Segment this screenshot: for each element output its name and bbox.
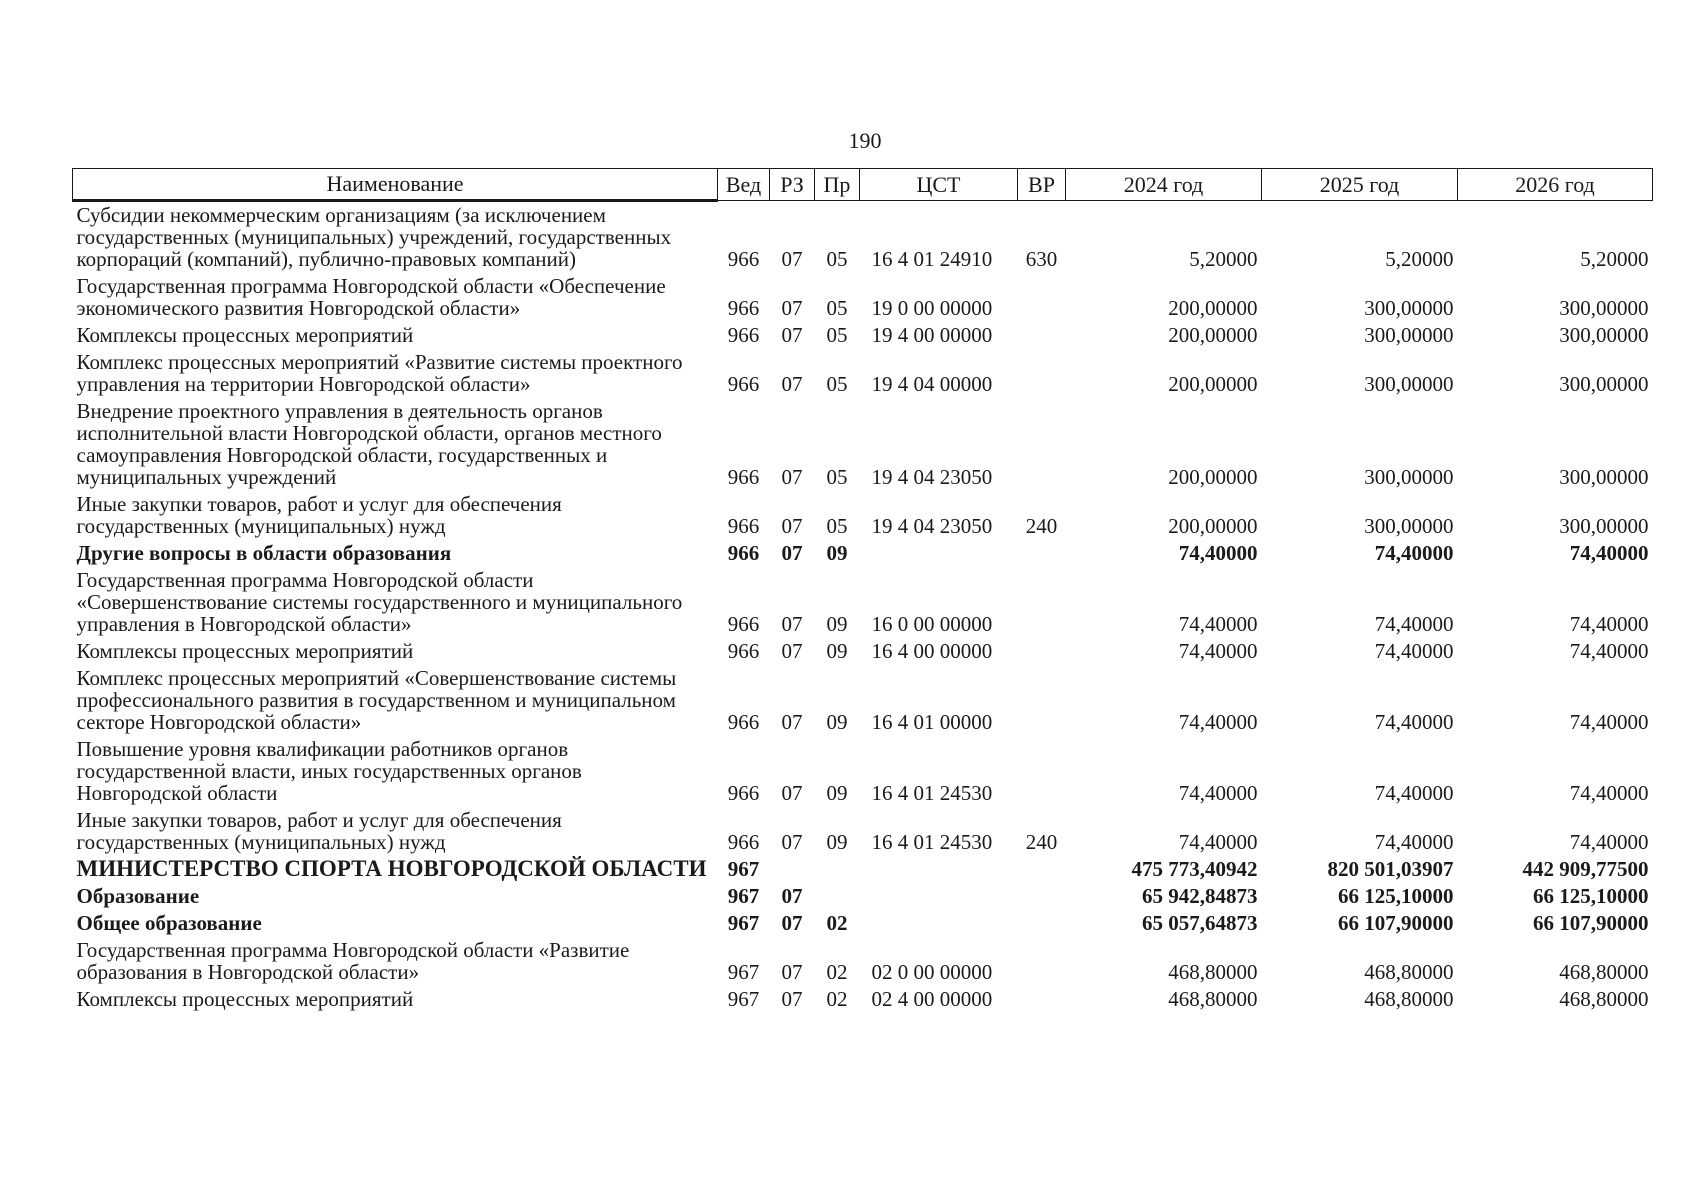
table-row [73, 540, 1653, 567]
row-name: Государственная программа Новгородской области «Развитие образования в Новгородской области» [76, 938, 630, 984]
header-name: Наименование [73, 169, 718, 201]
row-amount-2026: 74,40000 [1569, 781, 1649, 805]
row-amount-2024: 65 057,64873 [1142, 911, 1258, 935]
row-amount-2024: 74,40000 [1178, 639, 1258, 663]
row-vr [1018, 937, 1066, 986]
header-rz: РЗ [770, 169, 815, 201]
row-amount-2024: 475 773,40942 [1131, 857, 1258, 881]
row-rz: 07 [781, 710, 803, 734]
row-name: Комплекс процессных мероприятий «Развитие системы проектного управления на территории Новгородской области» [76, 350, 683, 396]
row-amount-2025: 74,40000 [1374, 710, 1454, 734]
table-row [73, 937, 1653, 986]
row-vr [1018, 638, 1066, 665]
row-amount-2024: 200,00000 [1168, 296, 1258, 320]
row-name: Комплексы процессных мероприятий [76, 987, 414, 1011]
row-amount-2025: 300,00000 [1364, 323, 1454, 347]
row-cst: 19 4 04 00000 [871, 372, 993, 396]
table-row [73, 638, 1653, 665]
table-row [73, 491, 1653, 540]
row-name: МИНИСТЕРСТВО СПОРТА НОВГОРОДСКОЙ ОБЛАСТИ [76, 856, 707, 881]
row-ved: 966 [727, 639, 760, 663]
row-cst: 16 4 01 00000 [871, 710, 993, 734]
row-amount-2024: 5,20000 [1189, 247, 1258, 271]
header-cst: ЦСТ [860, 169, 1018, 201]
row-name: Общее образование [76, 911, 262, 935]
row-amount-2026: 74,40000 [1569, 612, 1649, 636]
row-name: Государственная программа Новгородской области «Обеспечение экономического развития Новгородской области» [76, 274, 666, 320]
row-cst [860, 883, 1018, 910]
row-name: Государственная программа Новгородской области «Совершенствование системы государственного и муниципального управления в Новгородской области» [76, 568, 683, 636]
row-ved: 966 [727, 514, 760, 538]
row-vr: 240 [1025, 514, 1058, 538]
row-name: Комплекс процессных мероприятий «Совершенствование системы профессионального развития в государственном и муниципальном секторе Новгородской области» [76, 666, 677, 734]
row-name: Иные закупки товаров, работ и услуг для обеспечения государственных (муниципальных) нужд [76, 492, 562, 538]
row-vr [1018, 665, 1066, 736]
row-amount-2024: 200,00000 [1168, 372, 1258, 396]
row-amount-2025: 300,00000 [1364, 296, 1454, 320]
row-pr: 02 [826, 911, 848, 935]
row-vr [1018, 736, 1066, 807]
row-rz: 07 [781, 830, 803, 854]
row-vr [1018, 567, 1066, 638]
row-amount-2024: 200,00000 [1168, 323, 1258, 347]
row-rz: 07 [781, 514, 803, 538]
table-row [73, 910, 1653, 937]
row-vr [1018, 883, 1066, 910]
row-cst: 19 4 04 23050 [871, 514, 993, 538]
row-pr: 02 [826, 987, 848, 1011]
row-name: Образование [76, 884, 200, 908]
row-cst: 19 4 04 23050 [871, 465, 993, 489]
row-amount-2026: 74,40000 [1569, 639, 1649, 663]
row-rz: 07 [781, 541, 803, 565]
row-amount-2026: 300,00000 [1559, 296, 1649, 320]
row-pr [815, 856, 860, 883]
row-amount-2025: 66 125,10000 [1338, 884, 1454, 908]
row-cst [860, 856, 1018, 883]
row-pr: 05 [826, 465, 848, 489]
row-vr: 630 [1025, 247, 1058, 271]
row-cst: 02 0 00 00000 [871, 960, 993, 984]
table-body [73, 201, 1653, 1014]
row-pr: 05 [826, 323, 848, 347]
row-amount-2024: 74,40000 [1178, 781, 1258, 805]
row-name: Повышение уровня квалификации работников органов государственной власти, иных государственных органов Новгородской области [76, 737, 582, 805]
row-amount-2026: 74,40000 [1569, 830, 1649, 854]
row-vr [1018, 910, 1066, 937]
row-cst [860, 910, 1018, 937]
row-amount-2026: 300,00000 [1559, 323, 1649, 347]
row-amount-2026: 74,40000 [1569, 541, 1649, 565]
row-name: Внедрение проектного управления в деятельность органов исполнительной власти Новгородской области, органов местного самоуправления Новгородской области, государственных и муниципальных учреждений [76, 399, 662, 489]
row-pr: 05 [826, 372, 848, 396]
row-amount-2025: 66 107,90000 [1338, 911, 1454, 935]
row-rz: 07 [781, 372, 803, 396]
table-row [73, 201, 1653, 274]
row-rz: 07 [781, 296, 803, 320]
row-ved: 966 [727, 296, 760, 320]
row-amount-2025: 468,80000 [1364, 960, 1454, 984]
row-amount-2025: 820 501,03907 [1327, 857, 1454, 881]
row-pr: 09 [826, 781, 848, 805]
row-amount-2026: 468,80000 [1559, 960, 1649, 984]
row-amount-2026: 300,00000 [1559, 514, 1649, 538]
row-amount-2025: 300,00000 [1364, 465, 1454, 489]
row-vr [1018, 349, 1066, 398]
table-row [73, 349, 1653, 398]
row-pr: 05 [826, 247, 848, 271]
row-pr: 09 [826, 541, 848, 565]
header-pr: Пр [815, 169, 860, 201]
row-name: Комплексы процессных мероприятий [76, 639, 414, 663]
row-amount-2024: 74,40000 [1178, 830, 1258, 854]
row-vr [1018, 856, 1066, 883]
row-amount-2024: 200,00000 [1168, 514, 1258, 538]
row-pr: 09 [826, 830, 848, 854]
row-ved: 966 [727, 830, 760, 854]
row-amount-2024: 468,80000 [1168, 987, 1258, 1011]
row-amount-2025: 300,00000 [1364, 372, 1454, 396]
row-ved: 967 [727, 884, 760, 908]
row-rz: 07 [781, 612, 803, 636]
row-ved: 967 [727, 987, 760, 1011]
page-number: 190 [848, 128, 882, 153]
row-cst: 02 4 00 00000 [871, 987, 993, 1011]
row-amount-2026: 468,80000 [1559, 987, 1649, 1011]
row-cst: 19 0 00 00000 [871, 296, 993, 320]
row-amount-2024: 74,40000 [1178, 710, 1258, 734]
table-header [73, 169, 1653, 201]
row-vr [1018, 273, 1066, 322]
table-row [73, 736, 1653, 807]
row-amount-2025: 5,20000 [1385, 247, 1454, 271]
row-ved: 967 [727, 911, 760, 935]
row-pr: 09 [826, 639, 848, 663]
header-2024: 2024 год [1066, 169, 1262, 201]
row-ved: 966 [727, 612, 760, 636]
row-ved: 966 [727, 710, 760, 734]
row-rz: 07 [781, 247, 803, 271]
table-row [73, 567, 1653, 638]
row-ved: 966 [727, 323, 760, 347]
row-ved: 966 [727, 372, 760, 396]
row-amount-2025: 74,40000 [1374, 830, 1454, 854]
row-amount-2024: 468,80000 [1168, 960, 1258, 984]
row-amount-2026: 66 125,10000 [1533, 884, 1649, 908]
row-rz: 07 [781, 465, 803, 489]
row-cst: 16 4 01 24530 [871, 781, 993, 805]
row-rz: 07 [781, 639, 803, 663]
row-cst: 16 4 00 00000 [871, 639, 993, 663]
row-rz: 07 [781, 960, 803, 984]
row-amount-2026: 300,00000 [1559, 465, 1649, 489]
table-row [73, 807, 1653, 856]
row-pr: 05 [826, 296, 848, 320]
row-cst: 16 4 01 24910 [871, 247, 993, 271]
row-name: Комплексы процессных мероприятий [76, 323, 414, 347]
row-cst [860, 540, 1018, 567]
row-name: Субсидии некоммерческим организациям (за исключением государственных (муниципальных) учреждений, государственных корпораций (компаний), публично-правовых компаний) [76, 203, 672, 271]
row-cst: 19 4 00 00000 [871, 323, 993, 347]
table-row [73, 986, 1653, 1013]
header-vr: ВР [1018, 169, 1066, 201]
row-amount-2026: 66 107,90000 [1533, 911, 1649, 935]
row-ved: 966 [727, 541, 760, 565]
row-pr: 09 [826, 710, 848, 734]
row-rz: 07 [781, 323, 803, 347]
row-amount-2026: 442 909,77500 [1522, 857, 1649, 881]
row-amount-2026: 74,40000 [1569, 710, 1649, 734]
row-vr [1018, 540, 1066, 567]
row-name: Другие вопросы в области образования [76, 541, 452, 565]
row-ved: 966 [727, 781, 760, 805]
row-vr [1018, 322, 1066, 349]
budget-table [72, 168, 1653, 1013]
header-ved: Вед [718, 169, 770, 201]
row-vr [1018, 398, 1066, 491]
row-amount-2025: 468,80000 [1364, 987, 1454, 1011]
row-amount-2024: 74,40000 [1178, 612, 1258, 636]
row-rz: 07 [781, 884, 803, 908]
row-amount-2026: 5,20000 [1580, 247, 1649, 271]
header-2025: 2025 год [1262, 169, 1458, 201]
row-amount-2025: 300,00000 [1364, 514, 1454, 538]
row-amount-2026: 300,00000 [1559, 372, 1649, 396]
row-vr: 240 [1025, 830, 1058, 854]
row-rz: 07 [781, 987, 803, 1011]
header-2026: 2026 год [1458, 169, 1653, 201]
table-row [73, 665, 1653, 736]
row-pr: 09 [826, 612, 848, 636]
row-rz: 07 [781, 781, 803, 805]
row-pr: 05 [826, 514, 848, 538]
row-cst: 16 4 01 24530 [871, 830, 993, 854]
row-ved: 967 [727, 960, 760, 984]
budget-table-container [72, 168, 1652, 1013]
row-cst: 16 0 00 00000 [871, 612, 993, 636]
row-amount-2025: 74,40000 [1374, 781, 1454, 805]
table-row [73, 856, 1653, 883]
row-rz: 07 [781, 911, 803, 935]
row-amount-2025: 74,40000 [1374, 639, 1454, 663]
row-amount-2024: 200,00000 [1168, 465, 1258, 489]
row-vr [1018, 986, 1066, 1013]
table-row [73, 273, 1653, 322]
row-amount-2025: 74,40000 [1374, 612, 1454, 636]
row-ved: 966 [727, 247, 760, 271]
row-pr: 02 [826, 960, 848, 984]
row-amount-2024: 74,40000 [1178, 541, 1258, 565]
table-row [73, 883, 1653, 910]
row-name: Иные закупки товаров, работ и услуг для обеспечения государственных (муниципальных) нужд [76, 808, 562, 854]
row-ved: 966 [727, 465, 760, 489]
row-amount-2025: 74,40000 [1374, 541, 1454, 565]
table-row [73, 398, 1653, 491]
row-ved: 967 [727, 857, 760, 881]
table-row [73, 322, 1653, 349]
row-amount-2024: 65 942,84873 [1142, 884, 1258, 908]
row-rz [770, 856, 815, 883]
row-pr [815, 883, 860, 910]
